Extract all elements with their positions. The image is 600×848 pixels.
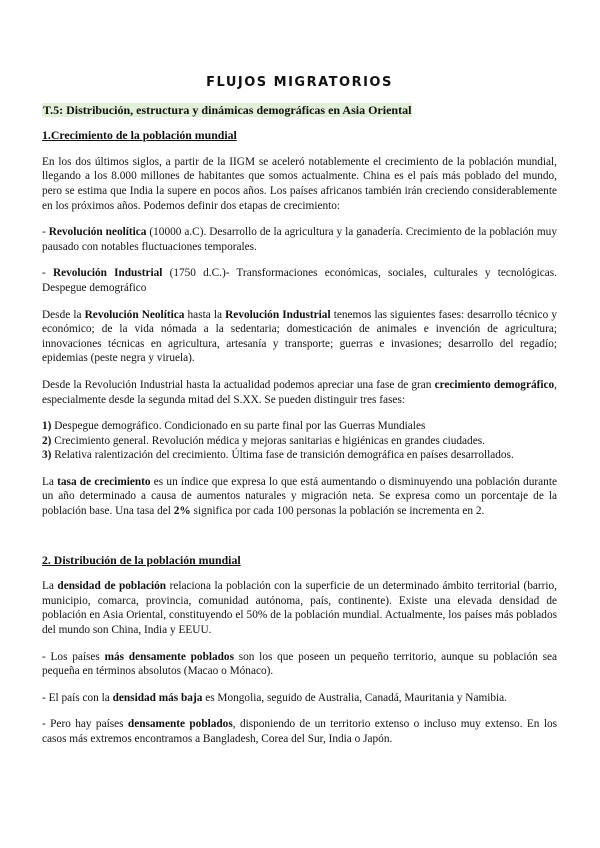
bold-text: 1)	[42, 420, 52, 433]
text: En los dos últimos siglos, a partir de la IIGM se aceleró notablemente el crecimiento de la población mundial, llegando a los 8.000 millones de habitantes que somos actualmente. China es el país más poblado del mundo, pero se estima que India la supere en pocos años. Los países africanos también irán creciendo considerablemente en los próximos años. Podemos definir dos etapas de crecimiento:	[42, 155, 557, 212]
unit-heading: T.5: Distribución, estructura y dinámicas demográficas en Asia Oriental	[43, 102, 412, 117]
document-title: FLUJOS MIGRATORIOS	[206, 75, 393, 90]
text: son los que poseen un pequeño territorio, aunque su población sea pequeña en términos absolutos (Macao o Mónaco).	[42, 650, 557, 678]
text: -	[42, 226, 49, 239]
paragraph	[42, 225, 557, 254]
paragraph	[42, 650, 557, 679]
text: -	[42, 267, 53, 280]
text: La	[42, 475, 58, 488]
section2-paragraphs	[42, 579, 557, 746]
document-page	[42, 76, 557, 759]
text: hasta la	[184, 308, 226, 321]
phases-list	[42, 419, 557, 463]
text: Desde la	[42, 308, 85, 321]
text: (10000 a.C). Desarrollo de la agricultura y la ganadería. Crecimiento de la población muy pausado con notables fluctuaciones temporales.	[42, 226, 557, 253]
paragraph	[42, 448, 557, 463]
bold-text: 2)	[42, 434, 52, 447]
section-heading: 1.Crecimiento de la población mundial	[42, 128, 237, 143]
section1-closing	[42, 475, 557, 519]
text: - Los países	[42, 650, 105, 663]
bold-text: densidad más baja	[112, 691, 203, 704]
paragraph	[42, 475, 557, 519]
text: es un índice que expresa lo que está aumentando o disminuyendo una población durante un año determinado a causa de aumentos naturales y migración neta. Se expresa como un porcentaje de la población base. Una tasa del	[42, 475, 557, 518]
bold-text: densamente poblados	[127, 718, 233, 731]
paragraph	[42, 266, 557, 295]
bold-text: Revolución Industrial	[225, 308, 331, 321]
text: La	[42, 580, 58, 593]
bold-text: tasa de crecimiento	[57, 475, 151, 488]
bold-text: crecimiento demográfico	[434, 378, 555, 391]
bold-text: más densamente poblados	[104, 650, 234, 663]
text: - El país con la	[42, 691, 113, 704]
paragraph	[42, 717, 557, 746]
text: significa por cada 100 personas la población se incrementa en 2.	[190, 505, 485, 518]
bold-text: Revolución Industrial	[52, 267, 163, 280]
text: (1750 d.C.)- Transformaciones económicas, sociales, culturales y tecnológicas. Despegue demográfico	[42, 267, 557, 294]
paragraph	[42, 308, 557, 366]
paragraph	[42, 691, 557, 706]
text: Relativa ralentización del crecimiento. Última fase de transición demográfica en países desarrollados.	[51, 449, 514, 462]
text: Desde la Revolución Industrial hasta la actualidad podemos apreciar una fase de gran	[42, 378, 435, 391]
bold-text: 2%	[173, 505, 191, 518]
bold-text: 3)	[42, 449, 52, 462]
paragraph	[42, 419, 557, 434]
bold-text: densidad de población	[57, 580, 167, 593]
text: Despegue demográfico. Condicionado en su parte final por las Guerras Mundiales	[51, 420, 426, 433]
text: es Mongolia, seguido de Australia, Canadá, Mauritania y Namibia.	[202, 691, 508, 704]
paragraph	[42, 155, 557, 213]
text: tenemos las siguientes fases: desarrollo técnico y económico; de la vida nómada a la sedentaria; domesticación de animales e invención de agricultura; innovaciones técnicas en agricultura, artesanía y transporte; guerras e invasiones; desarrollo del regadío; epidemias (peste negra y viruela).	[42, 308, 557, 365]
section1-paragraphs	[42, 155, 557, 407]
text: , disponiendo de un territorio extenso o incluso muy extenso. En los casos más extremos encontramos a Bangladesh, Corea del Sur, India o Japón.	[42, 718, 558, 745]
paragraph	[42, 434, 557, 449]
text: Crecimiento general. Revolución médica y mejoras sanitarias e higiénicas en grandes ciudades.	[51, 434, 485, 447]
text: relaciona la población con la superficie de un determinado ámbito territorial (barrio, municipio, comarca, provincia, comunidad autónoma, país, continente). Existe una elevada densidad de población en Asia Oriental, constituyendo el 50% de la población mundial. Actualmente, los países más poblados del mundo son China, India y EEUU.	[42, 580, 558, 637]
paragraph	[42, 579, 557, 637]
text: - Pero hay países	[42, 718, 128, 731]
section-heading: 2. Distribución de la población mundial	[42, 552, 241, 567]
text: , especialmente desde la segunda mitad del S.XX. Se pueden distinguir tres fases:	[42, 378, 557, 406]
bold-text: Revolución Neolítica	[84, 308, 185, 321]
bold-text: Revolución neolítica	[48, 226, 147, 239]
paragraph	[42, 378, 557, 407]
